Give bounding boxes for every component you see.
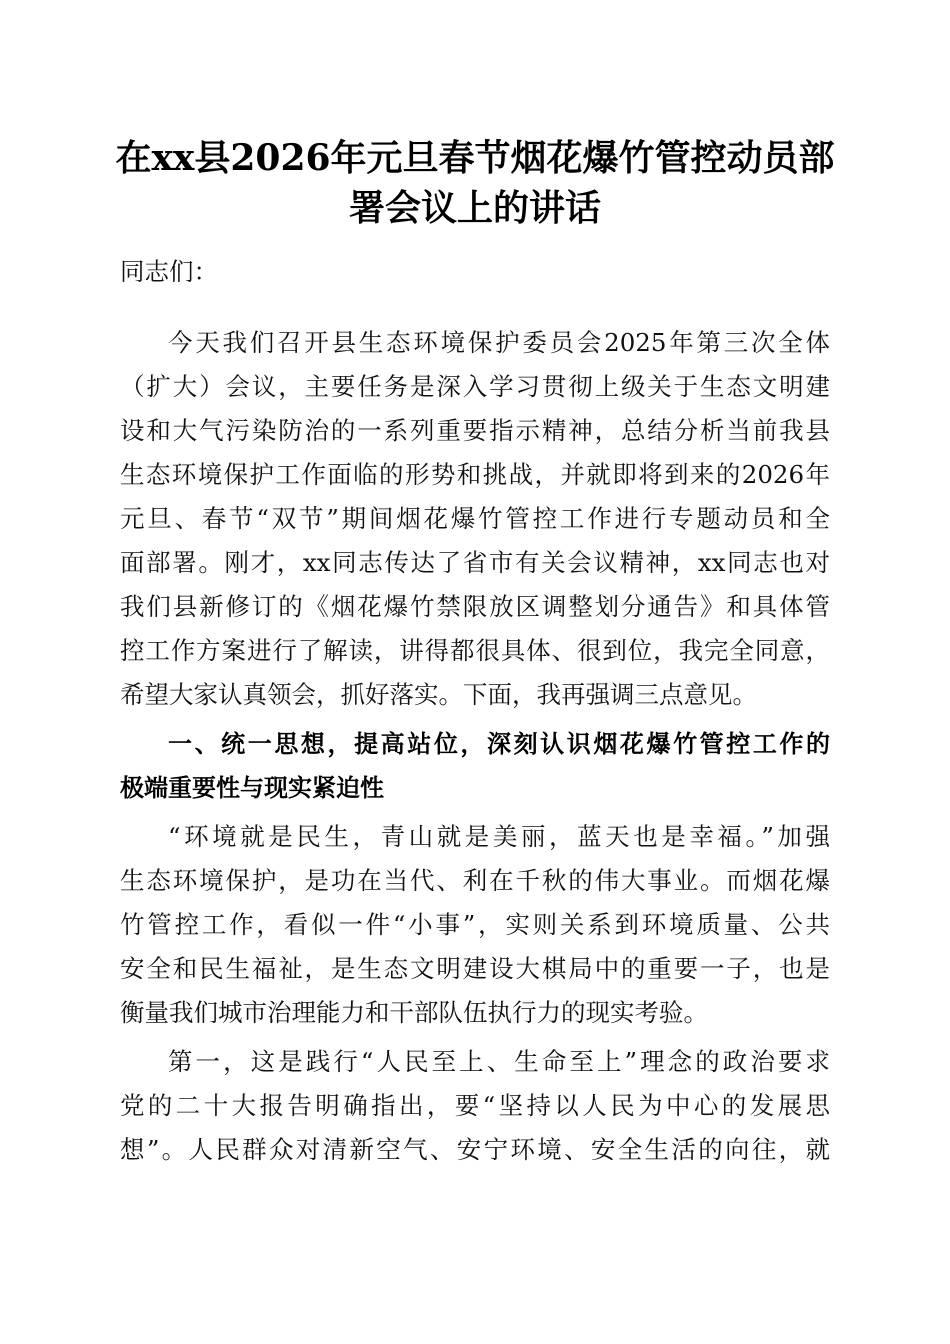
title-line: 在xx县2026年元旦春节烟花爆竹管控动员部 xyxy=(115,137,835,179)
paragraph-line: 今天我们召开县生态环境保护委员会2025年第三次全体 xyxy=(168,328,830,357)
paragraph-line: “环境就是民生，青山就是美丽，蓝天也是幸福。”加强 xyxy=(168,822,830,851)
paragraph-line: 元旦、春节“双节”期间烟花爆竹管控工作进行专题动员和全 xyxy=(120,504,830,533)
paragraph-line: 生态环境保护，是功在当代、利在千秋的伟大事业。而烟花爆 xyxy=(120,866,830,895)
paragraph-line: 希望大家认真领会，抓好落实。下面，我再强调三点意见。 xyxy=(120,680,757,709)
title-line: 署会议上的讲话 xyxy=(348,187,601,229)
salutation: 同志们： xyxy=(120,257,218,286)
document-title xyxy=(80,133,870,233)
section-heading: 极端重要性与现实紧迫性 xyxy=(120,774,384,802)
paragraph-line: （扩大）会议，主要任务是深入学习贯彻上级关于生态文明建 xyxy=(120,372,830,401)
paragraph-line: 设和大气污染防治的一系列重要指示精神，总结分析当前我县 xyxy=(120,416,830,445)
paragraph-line: 第一，这是践行“人民至上、生命至上”理念的政治要求 xyxy=(168,1047,830,1076)
paragraph-line: 安全和民生福祉，是生态文明建设大棋局中的重要一子，也是 xyxy=(120,954,830,983)
paragraph-line: 控工作方案进行了解读，讲得都很具体、很到位，我完全同意， xyxy=(120,636,830,665)
paragraph-line: 衡量我们城市治理能力和干部队伍执行力的现实考验。 xyxy=(120,998,708,1027)
paragraph-line: 竹管控工作，看似一件“小事”，实则关系到环境质量、公共 xyxy=(120,910,830,939)
paragraph-line: 想”。人民群众对清新空气、安宁环境、安全生活的向往，就 xyxy=(120,1135,830,1164)
section-heading: 一、统一思想，提高站位，深刻认识烟花爆竹管控工作的 xyxy=(168,730,830,758)
paragraph-line: 生态环境保护工作面临的形势和挑战，并就即将到来的2026年 xyxy=(120,460,830,489)
paragraph-line: 面部署。刚才，xx同志传达了省市有关会议精神，xx同志也对 xyxy=(120,548,830,577)
paragraph-line: 我们县新修订的《烟花爆竹禁限放区调整划分通告》和具体管 xyxy=(120,592,830,621)
paragraph-line: 党的二十大报告明确指出，要“坚持以人民为中心的发展思 xyxy=(120,1091,830,1120)
